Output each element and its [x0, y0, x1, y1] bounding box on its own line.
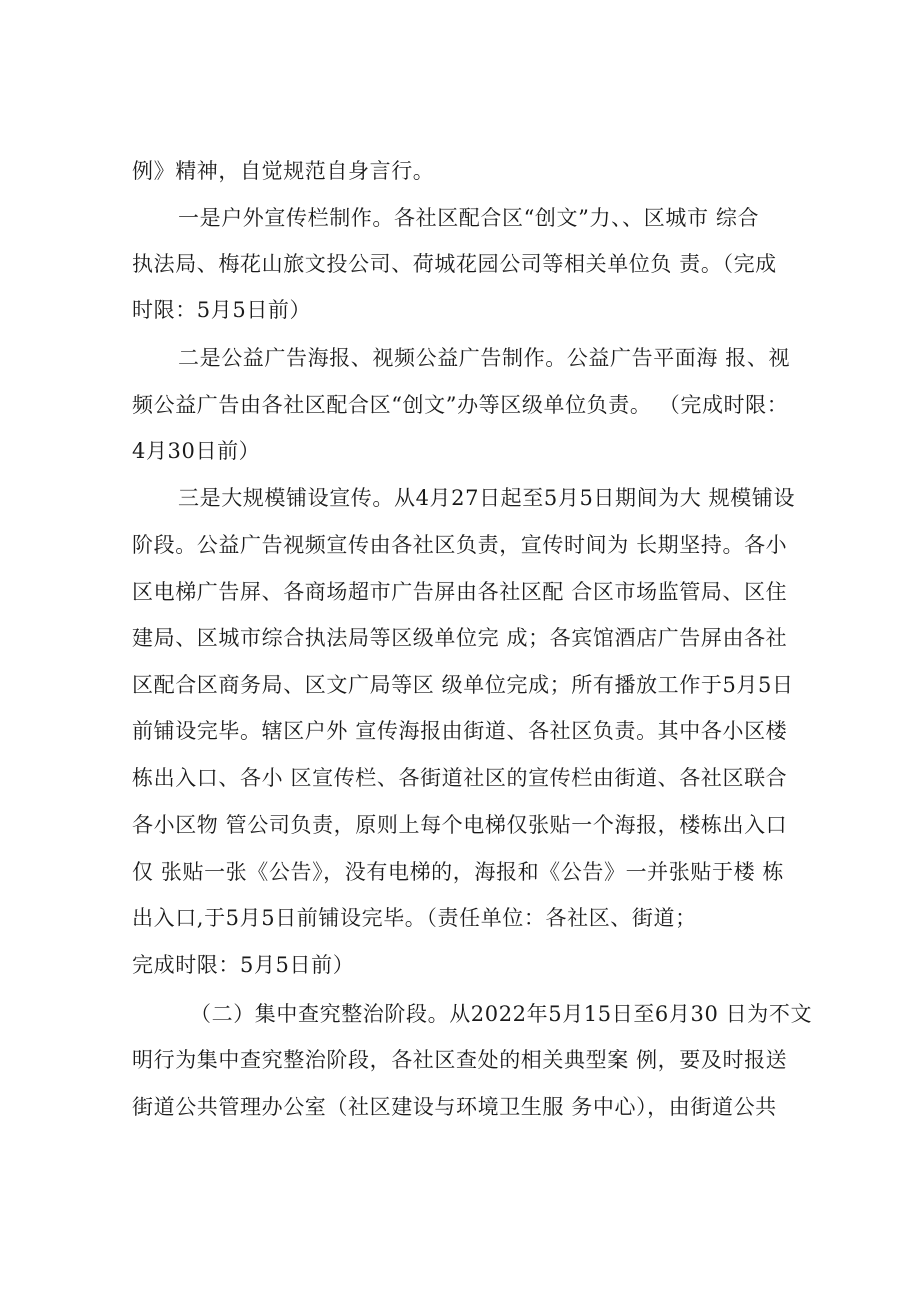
text-line: 例》精神，自觉规范自身言行。	[132, 159, 435, 183]
text-line: 仅 张贴一张《公告》，没有电梯的，海报和《公告》一并张贴于楼 栋	[132, 860, 785, 884]
text-line: 栋出入口、各小 区宣传栏、各街道社区的宣传栏由街道、各社区联合	[132, 766, 788, 790]
text-line: 出入口,于5月5日前铺设完毕。（责任单位：各社区、街道；	[132, 906, 697, 930]
text-line: 街道公共管理办公室（社区建设与环境卫生服 务中心），由街道公共	[132, 1095, 777, 1119]
text-line: 频公益广告由各社区配合区“创文”办等区级单位负责。 （完成时限：	[132, 393, 789, 417]
text-line: 建局、区城市综合执法局等区级单位完 成；各宾馆酒店广告屏由各社	[132, 626, 788, 650]
text-line: 区电梯广告屏、各商场超市广告屏由各社区配 合区市场监管局、区住	[132, 580, 788, 604]
text-line: 阶段。公益广告视频宣传由各社区负责，宣传时间为 长期坚持。各小	[132, 533, 788, 557]
text-line: 一是户外宣传栏制作。各社区配合区“创文”力、、区城市 综合	[178, 206, 760, 230]
text-line: 完成时限：5月5日前）	[132, 953, 355, 977]
text-line: 各小区物 管公司负责，原则上每个电梯仅张贴一个海报，楼栋出入口	[132, 813, 788, 837]
text-line: 4月30日前）	[132, 439, 261, 463]
text-line: 三是大规模铺设宣传。从4月27日起至5月5日期间为大 规模铺设	[178, 486, 796, 510]
text-line: （二）集中查究整治阶段。从2022年5月15日至6月30 日为不文	[190, 1002, 813, 1026]
text-line: 前铺设完毕。辖区户外 宣传海报由街道、各社区负责。其中各小区楼	[132, 719, 788, 743]
text-line: 明行为集中查究整治阶段，各社区查处的相关典型案 例，要及时报送	[132, 1048, 788, 1072]
text-line: 时限：5月5日前）	[132, 298, 312, 322]
text-line: 区配合区商务局、区文广局等区 级单位完成；所有播放工作于5月5日	[132, 673, 794, 697]
text-line: 二是公益广告海报、视频公益广告制作。公益广告平面海 报、视	[178, 346, 791, 370]
text-line: 执法局、梅花山旅文投公司、荷城花园公司等相关单位负 责。（完成	[132, 252, 777, 276]
